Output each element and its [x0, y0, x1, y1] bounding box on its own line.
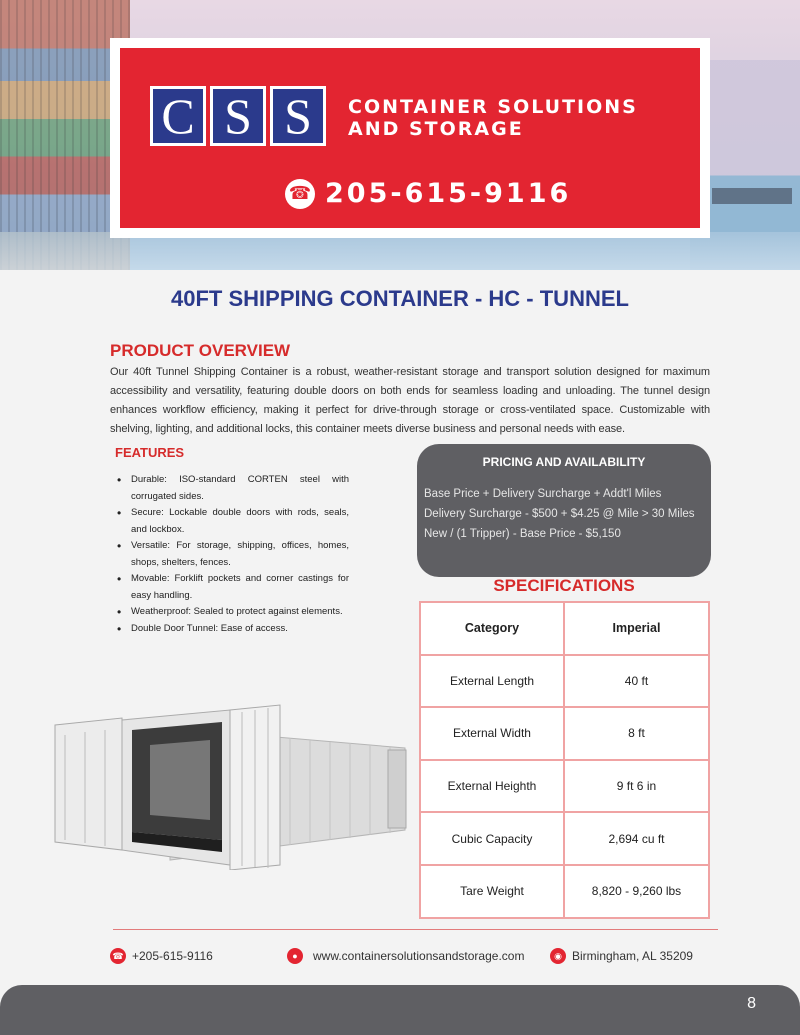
table-row — [420, 760, 709, 813]
tunnel-container-image — [50, 700, 410, 870]
table-row — [420, 655, 709, 708]
phone-icon: ☎ — [110, 948, 126, 964]
pricing-panel — [417, 444, 711, 577]
specifications-heading: SPECIFICATIONS — [493, 576, 635, 595]
spec-value: 40 ft — [564, 655, 709, 708]
company-logo — [150, 86, 330, 146]
feature-item: • Durable: ISO-standard CORTEN steel with corrugated sides. — [131, 472, 349, 505]
location-pin-icon: ◉ — [550, 948, 566, 964]
column-header-category: Category — [420, 602, 564, 655]
footer-divider — [113, 929, 718, 930]
spec-value: 9 ft 6 in — [564, 760, 709, 813]
logo-letter-s2: S — [273, 89, 323, 143]
page-number: 8 — [747, 995, 756, 1012]
table-header-row — [420, 602, 709, 655]
banner-phone[interactable] — [285, 178, 571, 209]
ship-photo — [712, 188, 792, 204]
page-title: 40FT SHIPPING CONTAINER - HC - TUNNEL — [171, 286, 629, 311]
logo-letter-s1: S — [213, 89, 263, 143]
table-row — [420, 812, 709, 865]
specifications-table — [419, 601, 710, 919]
spec-value: 8 ft — [564, 707, 709, 760]
footer-phone-text: +205-615-9116 — [132, 949, 213, 963]
pricing-line: Delivery Surcharge - $500 + $4.25 @ Mile > 30 Miles — [424, 508, 695, 520]
column-header-imperial: Imperial — [564, 602, 709, 655]
spec-category: Tare Weight — [420, 865, 564, 918]
spec-category: Cubic Capacity — [420, 812, 564, 865]
features-list — [131, 472, 349, 637]
company-name — [348, 96, 638, 140]
page-footer-bar — [0, 985, 800, 1035]
feature-item: • Double Door Tunnel: Ease of access. — [131, 621, 349, 638]
spec-category: External Heighth — [420, 760, 564, 813]
pricing-heading: PRICING AND AVAILABILITY — [482, 455, 646, 469]
globe-icon: ● — [287, 948, 303, 964]
spec-category: External Length — [420, 655, 564, 708]
phone-icon: ☎ — [285, 179, 315, 209]
feature-item: • Versatile: For storage, shipping, offices, homes, shops, shelters, fences. — [131, 538, 349, 571]
overview-text: Our 40ft Tunnel Shipping Container is a robust, weather-resistant storage and transport solution designed for maximum accessibility and versatility, featuring double doors on both ends for seamless loading and unloading. The tunnel design enhances workflow efficiency, making it perfect for drive-through storage or cross-ventilated space. Customizable with shelving, lighting, and additional locks, this container meets diverse business and personal needs with ease. — [110, 366, 710, 435]
table-row — [420, 707, 709, 760]
footer-location — [550, 948, 693, 964]
brand-banner — [110, 38, 710, 238]
feature-item: • Weatherproof: Sealed to protect against elements. — [131, 604, 349, 621]
company-name-line1: CONTAINER SOLUTIONS — [348, 96, 638, 118]
footer-website[interactable] — [287, 948, 524, 964]
feature-item: • Secure: Lockable double doors with rods, seals, and lockbox. — [131, 505, 349, 538]
banner-phone-number: 205-615-9116 — [325, 178, 572, 209]
footer-phone[interactable] — [110, 948, 213, 964]
feature-item: • Movable: Forklift pockets and corner castings for easy handling. — [131, 571, 349, 604]
table-row — [420, 865, 709, 918]
spec-value: 2,694 cu ft — [564, 812, 709, 865]
footer-location-text: Birmingham, AL 35209 — [572, 949, 693, 963]
logo-letter-c: C — [153, 89, 203, 143]
overview-heading: PRODUCT OVERVIEW — [110, 341, 291, 360]
pricing-line: Base Price + Delivery Surcharge + Addt'l Miles — [424, 488, 662, 500]
pricing-line: New / (1 Tripper) - Base Price - $5,150 — [424, 528, 621, 540]
spec-value: 8,820 - 9,260 lbs — [564, 865, 709, 918]
footer-website-text: www.containersolutionsandstorage.com — [313, 949, 525, 963]
features-heading: FEATURES — [115, 445, 185, 460]
spec-category: External Width — [420, 707, 564, 760]
company-name-line2: AND STORAGE — [348, 118, 524, 140]
